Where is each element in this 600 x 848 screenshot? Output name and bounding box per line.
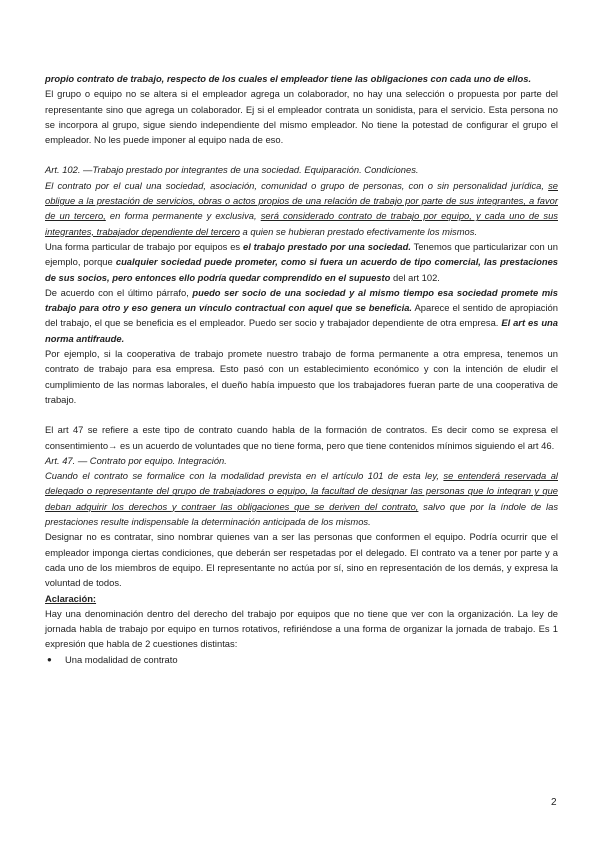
paragraph-intro-emphasis: propio contrato de trabajo, respecto de los cuales el empleador tiene las obligaciones con cada uno de ellos. bbox=[45, 73, 532, 84]
p3-a: Una forma particular de trabajo por equipos es bbox=[45, 240, 243, 252]
paragraph-aclaracion: Hay una denominación dentro del derecho del trabajo por equipos que no tiene que ver con la organización. La ley de jornada habla de trabajo por equipo en turnos rotativos, refiriéndose a una forma de organizar la jornada de trabajo. Es 1 expresión que habla de 2 cuestiones distintas: bbox=[45, 607, 558, 650]
art47-text bbox=[45, 468, 558, 529]
p3-c: Tenemos que particularizar con un ejemplo, porque bbox=[45, 240, 558, 268]
page-number: 2 bbox=[551, 797, 557, 808]
p4-d: El art es una norma antifraude. bbox=[45, 317, 558, 344]
p4-c: Aparece el sentido de apropiación del trabajo, el que se beneficia es el empleador. Puedo ser socio y trabajador dependiente de otra empresa. bbox=[45, 302, 558, 329]
paragraph-cooperative-example: Por ejemplo, si la cooperativa de trabajo promete nuestro trabajo de forma permanente a otra empresa, tenemos un contrato de trabajo para esa empresa. Esto pasó con un establecimiento económico y con la intención de eludir el cumplimiento de las normas laborales, el dueño había impuesto que los trabajadores fueran parte de una cooperativa de trabajo. bbox=[45, 348, 558, 405]
bullet-list bbox=[45, 652, 558, 667]
paragraph-group-unaltered: El grupo o equipo no se altera si el empleador agrega un colaborador, no hay una selección o propuesta por parte del representante sino que agrega un colaborador. Ej si el empleador contrata un sonidista, para el servicio. Esta persona no se incorpora al grupo, sigue siendo independiente del mismo empleador. No tiene la potestad de configurar el grupo el empleador. No les puede imponer al equipo nada de eso. bbox=[45, 88, 558, 146]
art47-title: Art. 47. — Contrato por equipo. Integración. bbox=[45, 454, 227, 466]
aclaracion-heading: Aclaración: bbox=[45, 592, 97, 604]
spacer bbox=[45, 407, 558, 422]
list-item: ● Una modalidad de contrato bbox=[45, 652, 558, 667]
art102-title: Art. 102. —Trabajo prestado por integrantes de una sociedad. Equiparación. Condiciones. bbox=[45, 164, 419, 176]
art47-underline: se entenderá reservada al delegado o representante del grupo de trabajadores o equipo, la facultad de designar las personas que lo integran y que deban adquirir los derechos y contraer las obligaciones que se deriven del contrato, bbox=[45, 470, 558, 512]
art102-text bbox=[45, 178, 558, 239]
p4-b: puedo ser socio de una sociedad y al mismo tiempo esa sociedad promete mis trabajo para otro y eso genera un vínculo contractual con aquel que se beneficia. bbox=[45, 286, 558, 314]
art47-text-b: salvo que por la índole de las prestaciones resulte indispensable la determinación anticipada de los mismos. bbox=[45, 500, 559, 528]
art102-text-a: El contrato por el cual una sociedad, asociación, comunidad o grupo de personas, con o sin personalidad jurídica, bbox=[45, 179, 549, 191]
art102-underline-2: será considerado contrato de trabajo por equipo, y cada uno de sus integrantes, trabajador dependiente del tercero bbox=[45, 210, 558, 237]
p4-a: De acuerdo con el último párrafo, bbox=[45, 286, 193, 298]
paragraph-designate: Designar no es contratar, sino nombrar quienes van a ser las personas que conformen el equipo. Podría ocurrir que el empleador imponga ciertas condiciones, que deberán ser respetadas por el delegado. El contrato va a tener por parte y a cada uno de los miembros de equipo. El representante no actúa por sí, sino en representación de los demás, y expresa la voluntad de todos. bbox=[45, 531, 558, 589]
art102-underline-1: se obligue a la prestación de servicios, obras o actos propios de una relación de trabajo por parte de sus integrantes, a favor de un tercero, bbox=[45, 179, 558, 222]
art47-text-a: Cuando el contrato se formalice con la modalidad prevista en el artículo 101 de esta ley, bbox=[45, 470, 444, 482]
p3-e: del art 102. bbox=[390, 271, 440, 283]
p3-b: el trabajo prestado por una sociedad. bbox=[242, 240, 411, 252]
paragraph-art47-ref: El art 47 se refiere a este tipo de contrato cuando habla de la formación de contratos. Es decir como se expresa el consentimiento→ es un acuerdo de voluntades que no tiene forma, pero que tiene contenidos mínimos siguiendo el art 46. bbox=[45, 424, 558, 451]
paragraph-society-work bbox=[45, 239, 558, 285]
document-body bbox=[45, 71, 558, 667]
spacer bbox=[45, 147, 558, 162]
art102-text-c: a quien se hubieran prestado efectivamente los mismos. bbox=[239, 225, 478, 237]
art102-text-b: en forma permanente y exclusiva, bbox=[105, 210, 261, 222]
paragraph-last-paragraph bbox=[45, 285, 558, 346]
p3-d: cualquier sociedad puede prometer, como si fuera un acuerdo de tipo comercial, las prestaciones de sus socios, pero entonces ello podría quedar comprendido en el supuesto bbox=[45, 256, 558, 283]
